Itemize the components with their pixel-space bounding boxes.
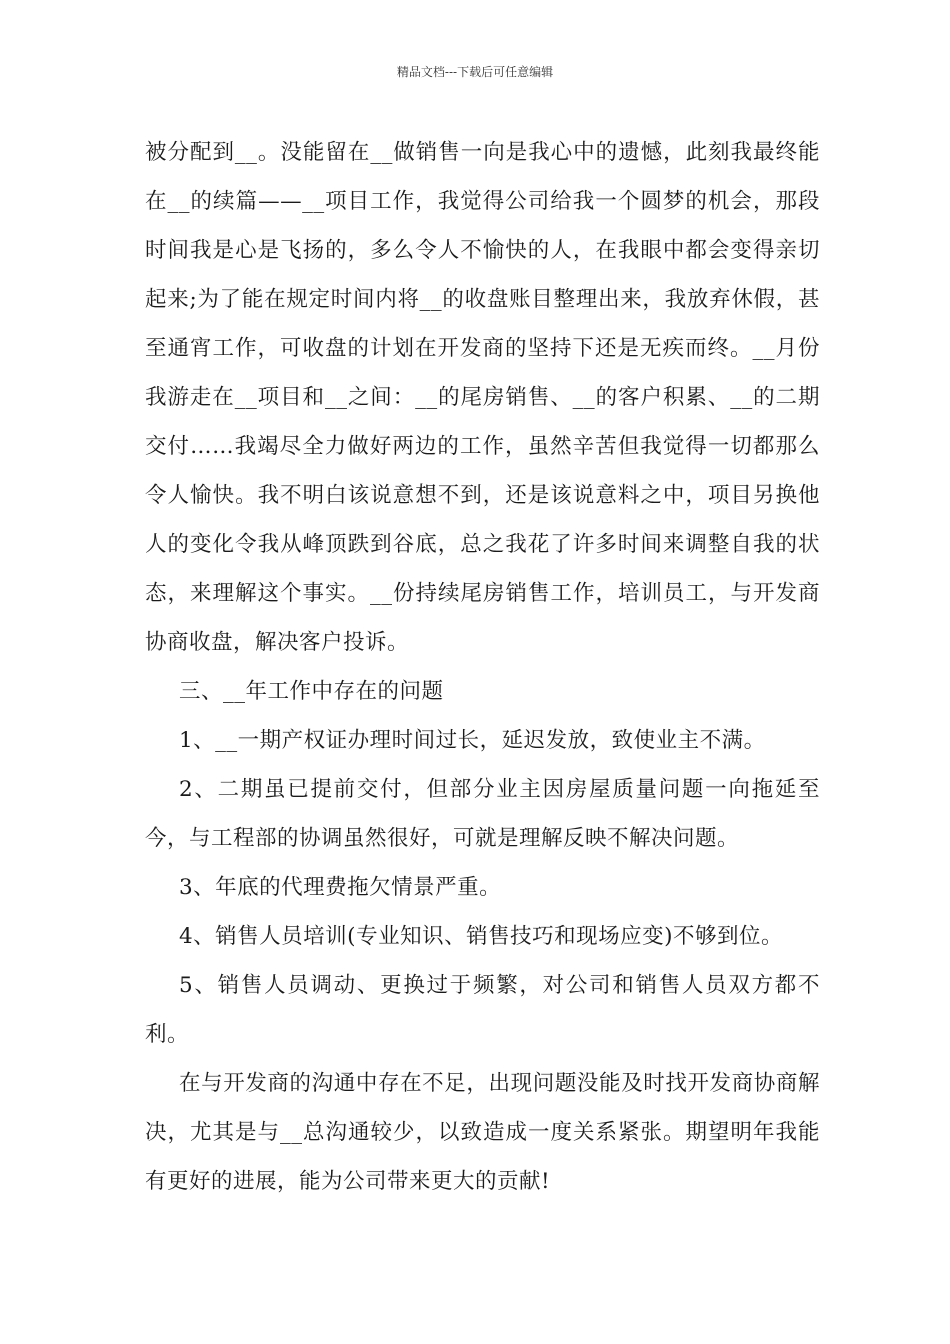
section-heading: 三、__年工作中存在的问题 <box>179 679 444 704</box>
issue-item-5: 5、销售人员调动、更换过于频繁，对公司和销售人员双方都不利。 <box>145 973 820 1047</box>
issue-item-3: 3、年底的代理费拖欠情景严重。 <box>179 875 502 900</box>
page-header: 精品文档---下载后可任意编辑 <box>396 65 554 79</box>
closing-paragraph: 在与开发商的沟通中存在不足，出现问题没能及时找开发商协商解决，尤其是与__总沟通较少，以致造成一度关系紧张。期望明年我能有更好的进展，能为公司带来更大的贡献! <box>145 1071 820 1194</box>
document-body <box>145 128 820 1206</box>
issue-item-2: 2、二期虽已提前交付，但部分业主因房屋质量问题一向拖延至今，与工程部的协调虽然很好，可就是理解反映不解决问题。 <box>145 777 820 851</box>
issue-item-4: 4、销售人员培训(专业知识、销售技巧和现场应变)不够到位。 <box>179 924 783 949</box>
issue-item-1: 1、__一期产权证办理时间过长，延迟发放，致使业主不满。 <box>179 728 766 753</box>
body-paragraph: 被分配到__。没能留在__做销售一向是我心中的遗憾，此刻我最终能在__的续篇——__项目工作，我觉得公司给我一个圆梦的机会，那段时间我是心是飞扬的，多么令人不愉快的人，在我眼中都会变得亲切起来;为了能在规定时间内将__的收盘账目整理出来，我放弃休假，甚至通宵工作，可收盘的计划在开发商的坚持下还是无疾而终。__月份我游走在__项目和__之间：__的尾房销售、__的客户积累、__的二期交付……我竭尽全力做好两边的工作，虽然辛苦但我觉得一切都那么令人愉快。我不明白该说意想不到，还是该说意料之中，项目另换他人的变化令我从峰顶跌到谷底，总之我花了许多时间来调整自我的状态，来理解这个事实。__份持续尾房销售工作，培训员工，与开发商协商收盘，解决客户投诉。 <box>145 140 820 655</box>
